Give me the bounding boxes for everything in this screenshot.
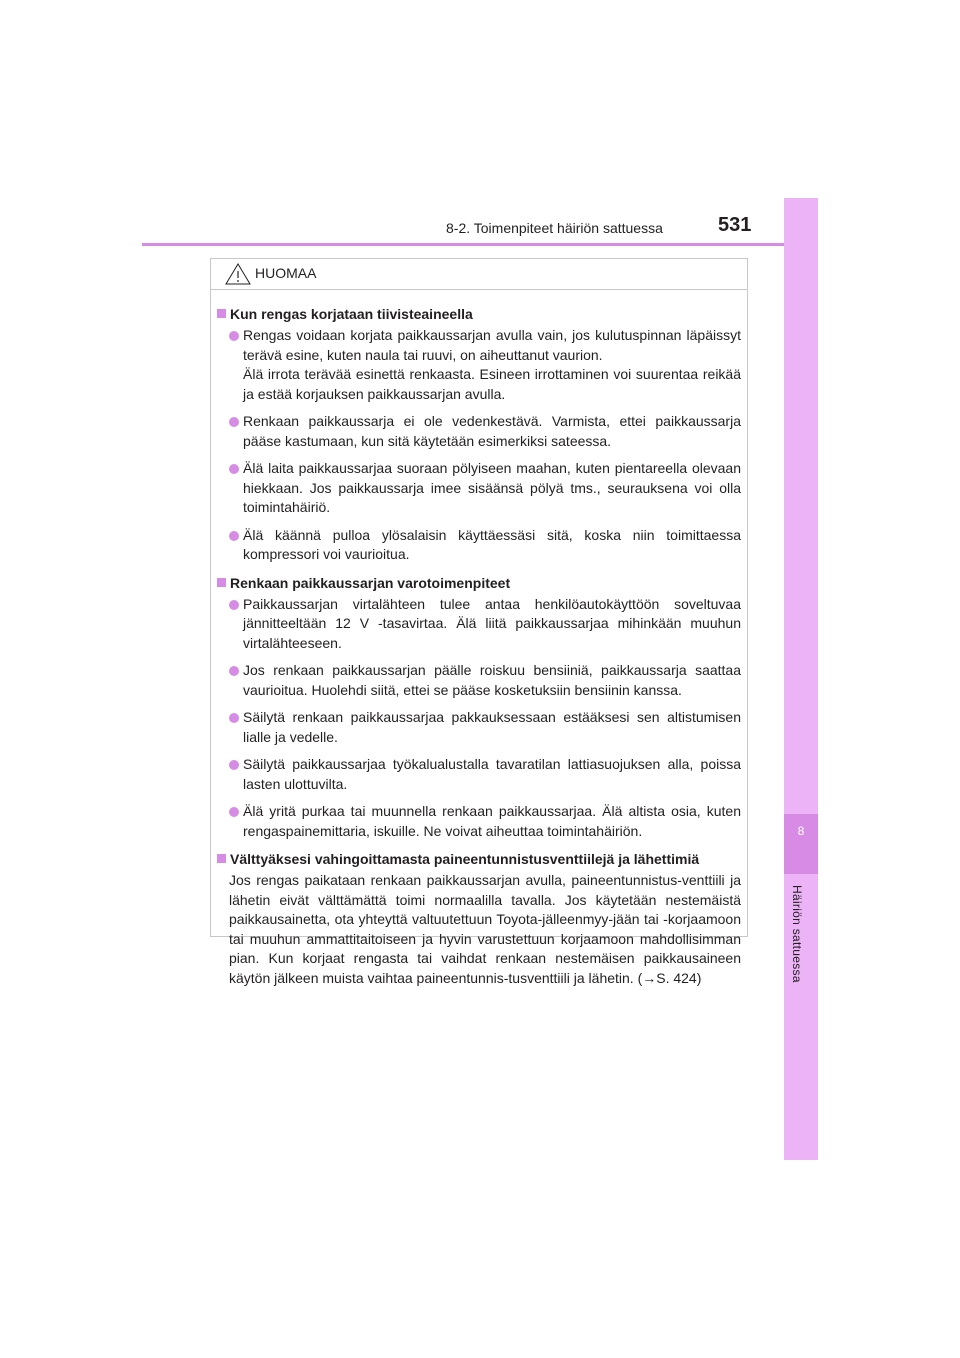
list-item: Säilytä renkaan paikkaussarjaa pakkauksessaan estääksesi sen altistumisen lialle ja vedelle. xyxy=(217,708,741,747)
list-item: Älä laita paikkaussarjaa suoraan pölyiseen maahan, kuten pientareella olevaan hiekkaan. Jos paikkaussarja imee sisäänsä pölyä tms., seurauksena voi olla toimintahäiriö. xyxy=(217,459,741,518)
chapter-label: Häiriön sattuessa xyxy=(790,885,804,983)
notice-title: HUOMAA xyxy=(255,265,317,281)
list-item: Älä yritä purkaa tai muunnella renkaan paikkaussarjaa. Älä altista osia, kuten rengaspainemittaria, iskuille. Ne voivat aiheuttaa toimintahäiriön. xyxy=(217,802,741,841)
list-item: Renkaan paikkaussarja ei ole vedenkestävä. Varmista, ettei paikkaussarja pääse kastumaan, kun sitä käytetään esimerkiksi sateessa. xyxy=(217,412,741,451)
square-bullet-icon xyxy=(217,309,226,318)
notice-box xyxy=(210,258,748,986)
page-number: 531 xyxy=(718,214,752,236)
bullet-dot-icon xyxy=(229,464,239,474)
square-bullet-icon xyxy=(217,854,226,863)
list-item: Paikkaussarjan virtalähteen tulee antaa henkilöautokäyttöön soveltuvaa jännitteeltään 12 V -tasavirtaa. Älä liitä paikkaussarjaa mihinkään muuhun virtalähteeseen. xyxy=(217,595,741,654)
section-heading: Kun rengas korjataan tiivisteaineella xyxy=(217,304,741,324)
list-item: Rengas voidaan korjata paikkaussarjan avulla vain, jos kulutuspinnan läpäissyt terävä esine, kuten naula tai ruuvi, on aiheuttanut vaurion. Älä irrota terävää esinettä renkaasta. Esineen irrottaminen voi suurentaa reikää ja estää korjauksen paikkaussarjan avulla. xyxy=(217,326,741,404)
chapter-side-tab xyxy=(784,198,818,1160)
list-item: Säilytä paikkaussarjaa työkalualustalla tavaratilan lattiasuojuksen alla, poissa lasten ulottuvilta. xyxy=(217,755,741,794)
chapter-number-box xyxy=(784,814,818,874)
header-rule xyxy=(142,243,818,246)
bullet-dot-icon xyxy=(229,531,239,541)
list-item: Jos renkaan paikkaussarjan päälle roiskuu bensiiniä, paikkaussarja saattaa vaurioitua. Huolehdi siitä, ettei se pääse kosketuksiin bensiinin kanssa. xyxy=(217,661,741,700)
bullet-dot-icon xyxy=(229,417,239,427)
bullet-dot-icon xyxy=(229,713,239,723)
list-item: Älä käännä pulloa ylösalaisin käyttäessäsi sitä, koska niin toimittaessa kompressori voi vaurioitua. xyxy=(217,526,741,565)
notice-body xyxy=(211,290,747,988)
section-heading: Välttyäksesi vahingoittamasta paineentunnistusventtiilejä ja lähettimiä xyxy=(217,849,741,869)
bullet-dot-icon xyxy=(229,600,239,610)
section-heading: Renkaan paikkaussarjan varotoimenpiteet xyxy=(217,573,741,593)
bullet-dot-icon xyxy=(229,807,239,817)
section-paragraph: Jos rengas paikataan renkaan paikkaussarjan avulla, paineentunnistus-venttiili ja lähetin eivät välttämättä toimi normaalilla tavalla. Jos käytetään nestemäistä paikkausainetta, ota yhteyttä valtuutettuun Toyota-jälleenmyy-jään tai -korjaamoon tai muuhun ammattitaitoiseen ja hyvin varustettuun korjaamoon mahdollisimman pian. Kun korjaat rengasta tai vaihdat renkaan nestemäisen paikkausaineen käytön jälkeen muista vaihtaa paineentunnis-tusventtiili ja lähetin. (→S. 424) xyxy=(229,872,741,986)
notice-header xyxy=(211,259,747,290)
warning-triangle-icon xyxy=(225,263,251,290)
bullet-dot-icon xyxy=(229,331,239,341)
square-bullet-icon xyxy=(217,578,226,587)
bullet-dot-icon xyxy=(229,760,239,770)
section-header: 8-2. Toimenpiteet häiriön sattuessa xyxy=(446,220,663,236)
bullet-dot-icon xyxy=(229,666,239,676)
chapter-number: 8 xyxy=(797,824,805,838)
